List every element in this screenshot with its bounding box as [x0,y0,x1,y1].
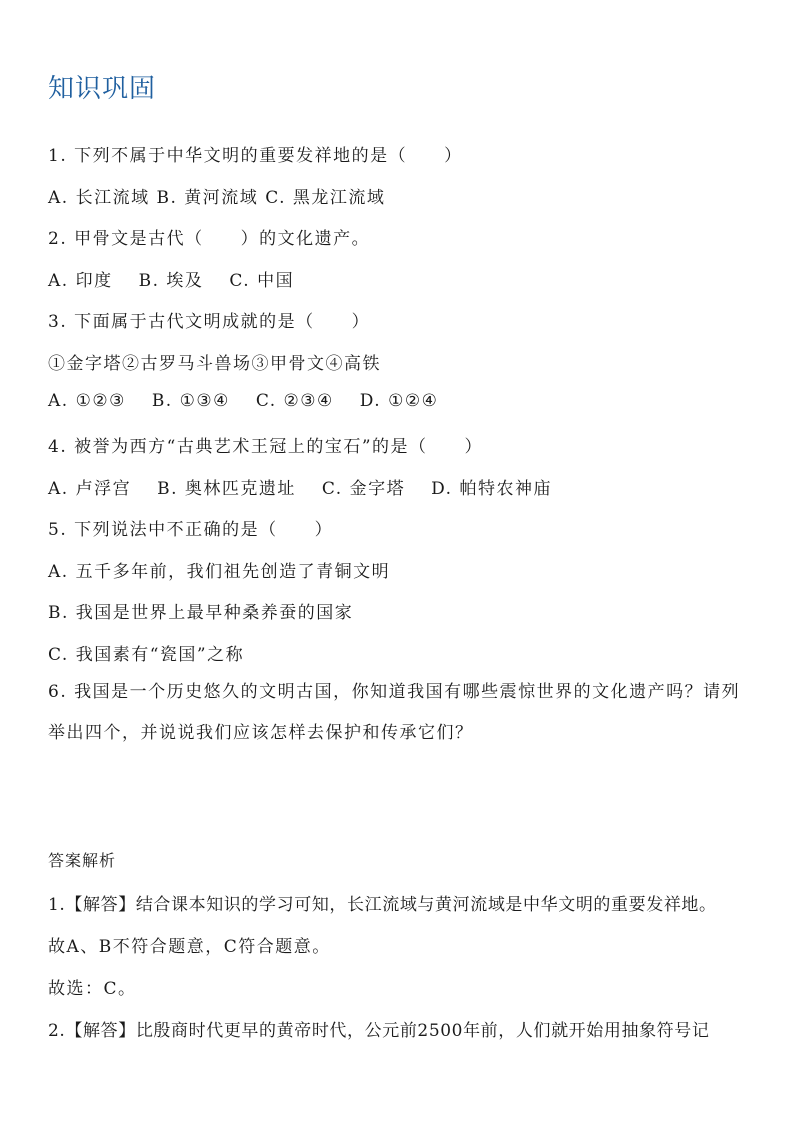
section-heading: 知识巩固 [48,74,157,104]
option-d: D. ①②④ [359,391,439,411]
answer-1-line-3: 故选：C。 [48,979,137,999]
answer-1-line-1: 1.【解答】结合课本知识的学习可知，长江流域与黄河流域是中华文明的重要发祥地。 [48,895,717,915]
question-2-stem: 2. 甲骨文是古代（ ）的文化遗产。 [48,229,371,249]
question-5-option-a: A. 五千多年前，我们祖先创造了青铜文明 [48,562,391,582]
answers-title: 答案解析 [48,851,117,870]
question-4-options [48,474,578,499]
question-5-stem: 5. 下列说法中不正确的是（ ） [48,520,334,540]
option-c: C. ②③④ [255,391,334,411]
answer-1-line-2: 故A、B不符合题意，C符合题意。 [48,937,331,957]
answer-2-line-1: 2.【解答】比殷商时代更早的黄帝时代，公元前2500年前，人们就开始用抽象符号记 [48,1021,710,1041]
option-c: C. 金字塔 [321,479,406,499]
question-3-stem: 3. 下面属于古代文明成就的是（ ） [48,312,371,332]
option-b: B. 奥林匹克遗址 [157,479,296,499]
option-b: B. ①③④ [151,391,230,411]
question-4-stem: 4. 被誉为西方“古典艺术王冠上的宝石”的是（ ） [48,437,484,457]
option-c: C. 中国 [229,271,295,291]
question-1-options: A. 长江流域 B. 黄河流域 C. 黑龙江流域 [48,188,386,208]
option-a: A. 印度 [48,271,113,291]
question-1-stem: 1. 下列不属于中华文明的重要发祥地的是（ ） [48,146,463,166]
question-2-options [48,266,320,291]
question-3-items: ①金字塔②古罗马斗兽场③甲骨文④高铁 [48,354,381,374]
option-d: D. 帕特农神庙 [431,479,552,499]
option-a: A. 卢浮宫 [48,479,132,499]
question-5-option-c: C. 我国素有“瓷国”之称 [48,645,245,665]
question-5-option-b: B. 我国是世界上最早种桑养蚕的国家 [48,603,354,623]
option-a: A. ①②③ [48,391,126,411]
option-b: B. 埃及 [138,271,204,291]
question-6-stem: 6. 我国是一个历史悠久的文明古国，你知道我国有哪些震惊世界的文化遗产吗？请列举出四个，并说说我们应该怎样去保护和传承它们？ [48,682,741,743]
question-3-options [48,391,464,411]
